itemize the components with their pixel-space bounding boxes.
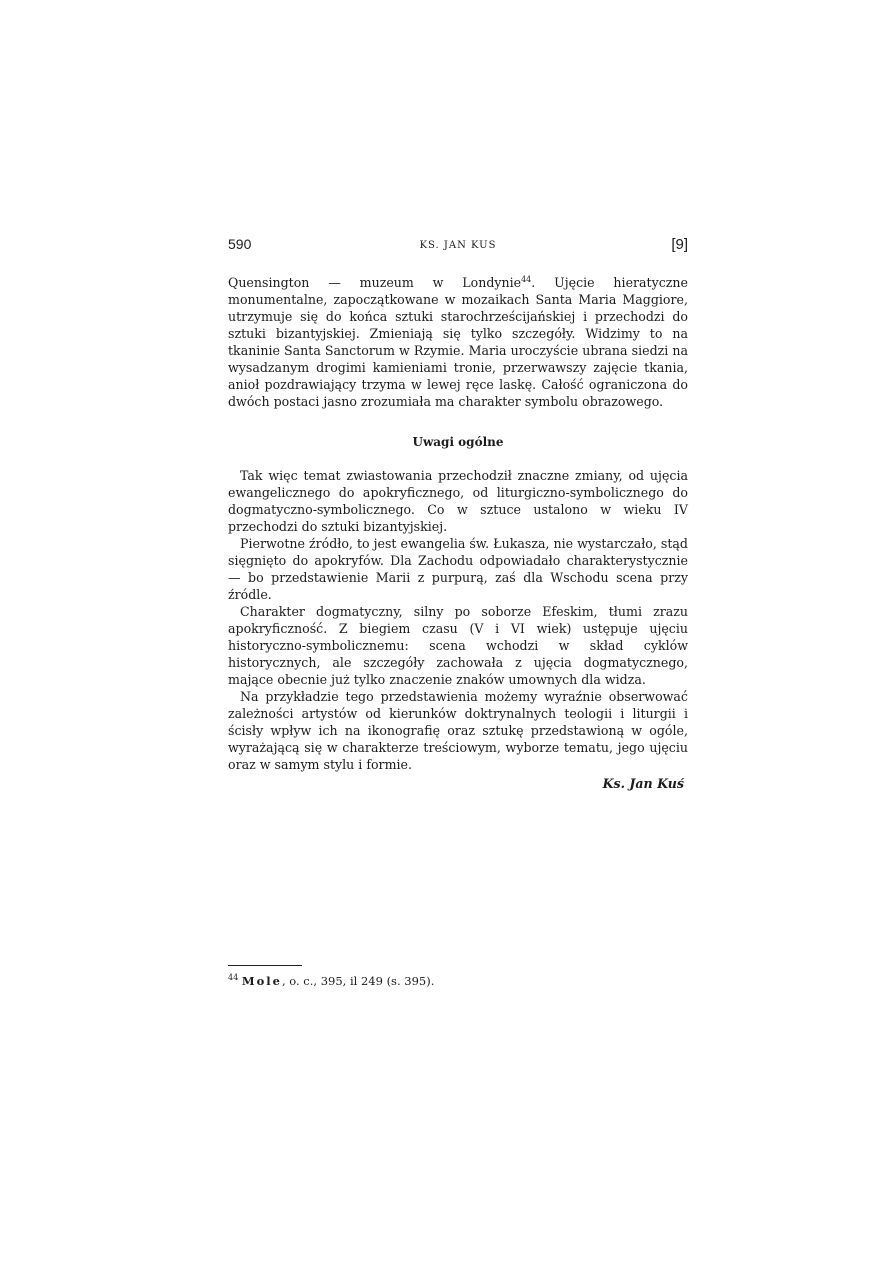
intro-text-after-ref: . Ujęcie hieratyczne monumentalne, zapoczątkowane w mozaikach Santa Maria Maggiore, utrzymuje się do końca sztuki starochrześcijańskiej i przechodzi do sztuki bizantyjskiej. Zmieniają się tylko szczegóły. Widzimy to na tkaninie Santa Sanctorum w Rzymie. Maria uroczyście ubrana siedzi na wysadzanym drogimi kamieniami tronie, przerwawszy zajęcie tkania, anioł pozdrawiający trzyma w lewej ręce laskę. Całość ograniczona do dwóch postaci jasno zrozumiała ma charakter symbolu obrazowego.: [228, 275, 688, 409]
section-number: [9]: [671, 236, 688, 253]
paragraph-1: Tak więc temat zwiastowania przechodził znaczne zmiany, od ujęcia ewangelicznego do apokryficznego, od liturgiczno-symbolicznego do dogmatyczno-symbolicznego. Co w sztuce ustalono w wieku IV przechodzi do sztuki bizantyjskiej.: [228, 468, 688, 534]
page-header: [228, 236, 688, 258]
paragraph-3: Charakter dogmatyczny, silny po soborze Efeskim, tłumi zrazu apokryficzność. Z biegiem czasu (V i VI wiek) ustępuje ujęciu historyczno-symbolicznemu: scena wchodzi w skład cyklów historycznych, ale szczegóły zachowała z ujęcia dogmatycznego, mające obecnie już tylko znaczenie znaków umownych dla widza.: [228, 604, 688, 687]
intro-text-before-ref: Quensington — muzeum w Londynie: [228, 275, 522, 290]
section-heading: Uwagi ogólne: [412, 435, 504, 449]
intro-paragraph: [228, 274, 688, 410]
footnote-author: Mole: [241, 974, 282, 988]
footnote: [228, 974, 434, 988]
body-text: [228, 274, 688, 792]
footnote-ref: 44: [521, 274, 532, 284]
page-number: 590: [228, 236, 252, 252]
page: [228, 236, 688, 792]
author-signature: Ks. Jan Kuś: [602, 776, 684, 791]
paragraph-2: Pierwotne źródło, to jest ewangelia św. Łukasza, nie wystarczało, stąd sięgnięto do apokryfów. Dla Zachodu odpowiadało charakterystycznie — bo przedstawienie Marii z purpurą, zaś dla Wschodu scena przy źródle.: [228, 536, 688, 602]
footnote-divider: [228, 965, 302, 966]
footnote-citation: , o. c., 395, il 249 (s. 395).: [281, 974, 435, 988]
running-title: KS. JAN KUS: [419, 240, 497, 251]
footnote-marker: 44: [228, 973, 239, 983]
paragraph-4: Na przykładzie tego przedstawienia możemy wyraźnie obserwować zależności artystów od kierunków doktrynalnych teologii i liturgii i ścisły wpływ ich na ikonografię oraz sztukę przedstawioną w ogóle, wyrażającą się w charakterze treściowym, wyborze tematu, jego ujęciu oraz w samym stylu i formie.: [228, 689, 688, 772]
